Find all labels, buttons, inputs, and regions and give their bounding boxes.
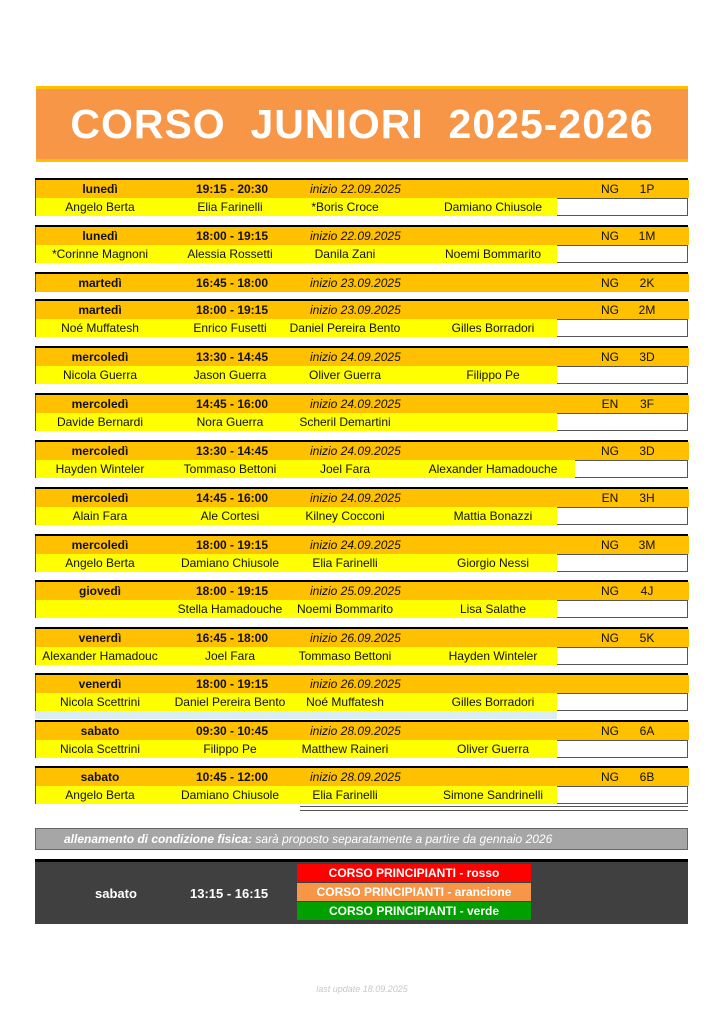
day-row [35,675,689,693]
names-row [35,245,688,263]
course-start: inizio 24.09.2025 [310,491,401,505]
student-name: Gilles Borradori [451,695,535,709]
course-start: inizio 24.09.2025 [310,538,401,552]
course-code: 6B [639,770,655,784]
day-row [35,536,689,554]
empty-cell [557,786,688,804]
student-name: Ale Cortesi [200,509,260,523]
student-name: Damiano Chiusole [443,200,543,214]
spacer-band [35,711,557,719]
course-orange-label: CORSO PRINCIPIANTI - arancione [316,885,512,899]
student-name: *Boris Croce [311,200,379,214]
course-language: NG [601,229,619,243]
course-day: lunedì [82,229,118,243]
course-time: 14:45 - 16:00 [195,397,269,411]
fitness-text: sarà proposto separatamente a partire da gennaio 2026 [255,832,553,846]
page-title: CORSO JUNIORI 2025-2026 [70,100,654,147]
student-name: Damiano Chiusole [180,556,280,570]
names-row [35,693,688,711]
course-language: NG [601,584,619,598]
day-row [35,582,689,600]
course-green-label: CORSO PRINCIPIANTI - verde [328,904,500,918]
course-code: 3D [639,444,655,458]
names-row [35,600,688,618]
empty-cell [557,198,688,216]
student-name: Danila Zani [314,247,376,261]
student-name: Davide Bernardi [56,415,144,429]
student-name: Noé Muffatesh [61,321,139,335]
day-row [35,301,689,319]
course-language: NG [601,444,619,458]
course-language: NG [601,631,619,645]
student-name: Lisa Salathe [459,602,527,616]
course-day: sabato [80,724,120,738]
course-code: 1M [638,229,656,243]
names-row [35,647,688,665]
course-language: EN [601,491,619,505]
title-band [36,86,688,162]
names-row [35,319,688,337]
student-name: Alexander Hamadouche [428,462,558,476]
student-name: Enrico Fusetti [193,321,267,335]
course-time: 10:45 - 12:00 [195,770,269,784]
student-name: Scheril Demartini [299,415,391,429]
student-name: Angelo Berta [65,788,135,802]
beginners-panel [35,859,688,924]
student-name: Gilles Borradori [451,321,535,335]
course-language [592,675,628,693]
student-name: Matthew Raineri [301,742,389,756]
empty-cell [557,413,688,431]
student-name: Elia Farinelli [312,556,378,570]
double-rule-bottom [300,810,688,811]
student-name: Alessia Rossetti [187,247,273,261]
beginners-time: 13:15 - 16:15 [190,886,269,901]
names-row [35,366,688,384]
student-name: Oliver Guerra [456,742,530,756]
course-time: 18:00 - 19:15 [195,538,269,552]
student-name: Hayden Winteler [55,462,145,476]
course-red-label: CORSO PRINCIPIANTI - rosso [328,866,500,880]
course-time: 18:00 - 19:15 [195,303,269,317]
student-name: Tommaso Bettoni [298,649,392,663]
course-start: inizio 26.09.2025 [310,631,401,645]
empty-cell [557,600,688,618]
course-day: venerdì [78,677,122,691]
course-code: 6A [639,724,655,738]
day-row [35,274,689,292]
day-row [35,489,689,507]
student-name: Alexander Hamadouc [42,649,158,663]
student-name: Nicola Scettrini [59,742,141,756]
student-name: Angelo Berta [65,556,135,570]
course-time: 14:45 - 16:00 [195,491,269,505]
course-start: inizio 24.09.2025 [310,397,401,411]
student-name: Damiano Chiusole [180,788,280,802]
beginners-day: sabato [95,886,137,901]
student-name: Hayden Winteler [448,649,538,663]
course-code: 3M [638,538,656,552]
day-row [35,442,689,460]
course-time: 18:00 - 19:15 [195,584,269,598]
course-code [632,675,662,693]
course-start: inizio 25.09.2025 [310,584,401,598]
course-day: martedì [78,303,122,317]
student-name: Mattia Bonazzi [453,509,533,523]
course-time: 16:45 - 18:00 [195,276,269,290]
day-row [35,180,689,198]
course-time: 13:30 - 14:45 [195,444,269,458]
day-row [35,348,689,366]
course-language: NG [601,303,619,317]
day-row [35,722,689,740]
course-start: inizio 23.09.2025 [310,303,401,317]
course-day: lunedì [82,182,118,196]
day-row [35,768,689,786]
course-time: 09:30 - 10:45 [195,724,269,738]
names-row [35,507,688,525]
student-name: Giorgio Nessi [456,556,530,570]
course-start: inizio 28.09.2025 [310,770,401,784]
course-language: EN [601,397,619,411]
course-start: inizio 22.09.2025 [310,229,401,243]
names-row [35,740,688,758]
fitness-note [35,828,688,850]
student-name: Noemi Bommarito [296,602,394,616]
names-row [35,786,688,804]
student-name: Elia Farinelli [312,788,378,802]
course-day: mercoledì [71,538,129,552]
course-green [297,902,531,920]
course-start: inizio 28.09.2025 [310,724,401,738]
student-name: Stella Hamadouche [177,602,283,616]
student-name [423,413,563,431]
student-name: Kilney Cocconi [305,509,385,523]
day-row [35,395,689,413]
empty-cell [557,245,688,263]
names-row [35,554,688,572]
student-name: Elia Farinelli [197,200,263,214]
course-language: NG [601,724,619,738]
student-name: Tommaso Bettoni [183,462,277,476]
day-row [35,629,689,647]
course-time: 19:15 - 20:30 [195,182,269,196]
empty-cell [575,460,688,478]
course-day: giovedì [78,584,121,598]
course-language: NG [601,276,619,290]
course-day: mercoledì [71,397,129,411]
student-name [35,600,165,618]
student-name: Simone Sandrinelli [442,788,544,802]
student-name: Noé Muffatesh [306,695,384,709]
student-name: Oliver Guerra [308,368,382,382]
course-day: mercoledì [71,444,129,458]
student-name: Filippo Pe [203,742,257,756]
course-code: 3D [639,350,655,364]
course-code: 1P [639,182,655,196]
course-day: mercoledì [71,350,129,364]
course-code: 3H [639,491,655,505]
course-start: inizio 26.09.2025 [310,677,401,691]
student-name: Nicola Scettrini [59,695,141,709]
course-code: 4J [640,584,654,598]
empty-cell [557,693,688,711]
course-language: NG [601,350,619,364]
course-day: mercoledì [71,491,129,505]
double-rule-top [300,806,688,807]
empty-cell [557,740,688,758]
fitness-label: allenamento di condizione fisica: [64,832,253,846]
empty-cell [557,319,688,337]
empty-cell [557,366,688,384]
course-time: 18:00 - 19:15 [195,677,269,691]
course-language: NG [601,538,619,552]
day-row [35,227,689,245]
names-row [35,413,688,431]
course-code: 5K [639,631,655,645]
course-start: inizio 24.09.2025 [310,350,401,364]
empty-cell [557,647,688,665]
course-time: 18:00 - 19:15 [195,229,269,243]
course-start: inizio 22.09.2025 [310,182,401,196]
student-name: Angelo Berta [65,200,135,214]
course-orange [297,883,531,901]
course-red [297,864,531,882]
student-name: *Corinne Magnoni [51,247,149,261]
empty-cell [557,507,688,525]
names-row [35,460,688,478]
course-time: 16:45 - 18:00 [195,631,269,645]
student-name: Joel Fara [204,649,256,663]
student-name: Joel Fara [319,462,371,476]
student-name: Filippo Pe [466,368,520,382]
course-time: 13:30 - 14:45 [195,350,269,364]
course-code: 2K [639,276,655,290]
student-name: Nicola Guerra [62,368,138,382]
student-name: Jason Guerra [193,368,267,382]
student-name: Daniel Pereira Bento [289,321,401,335]
course-start: inizio 24.09.2025 [310,444,401,458]
empty-cell [557,554,688,572]
course-code: 2M [638,303,656,317]
student-name: Noemi Bommarito [444,247,542,261]
student-name: Nora Guerra [196,415,264,429]
course-day: martedì [78,276,122,290]
last-update: last update 18.09.2025 [316,984,408,994]
course-language: NG [601,182,619,196]
course-day: venerdì [78,631,122,645]
course-code: 3F [639,397,654,411]
student-name: Daniel Pereira Bento [174,695,286,709]
names-row [35,198,688,216]
course-start: inizio 23.09.2025 [310,276,401,290]
student-name: Alain Fara [72,509,128,523]
course-day: sabato [80,770,120,784]
course-language: NG [601,770,619,784]
